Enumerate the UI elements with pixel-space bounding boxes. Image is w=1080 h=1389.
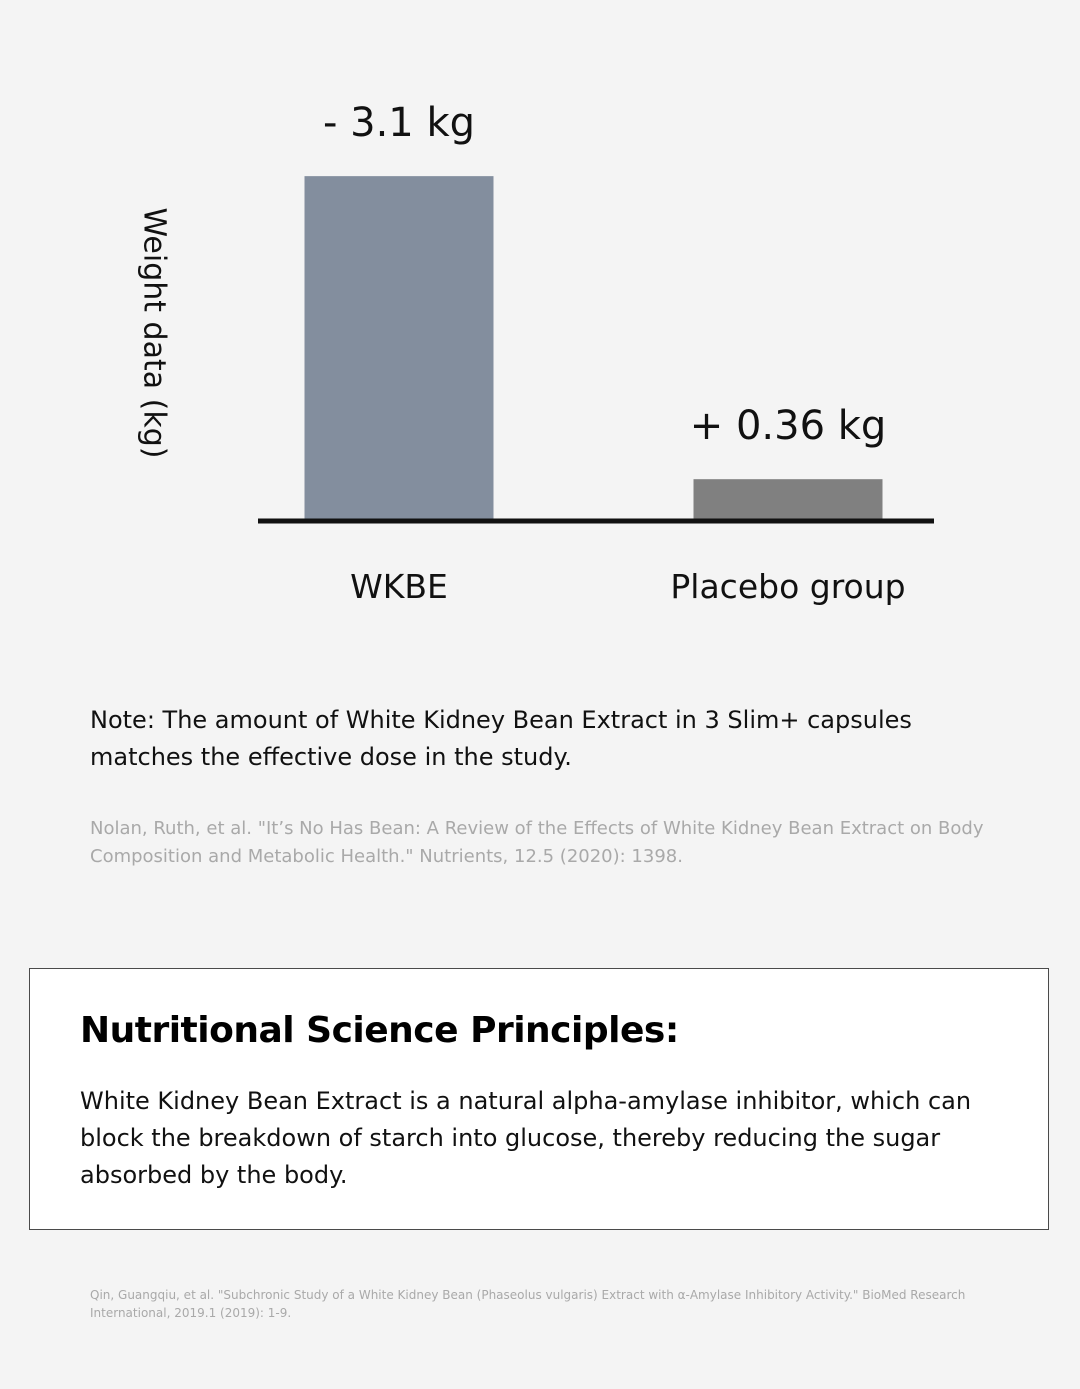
bars-layer [305, 176, 883, 519]
citation-nolan: Nolan, Ruth, et al. "It’s No Has Bean: A Review of the Effects of White Kidney Bean Extract on Body Composition and Metabolic Health." Nutrients, 12.5 (2020): 1398. [90, 818, 984, 867]
study-note: Note: The amount of White Kidney Bean Extract in 3 Slim+ capsules matches the effective dose in the study. [90, 706, 912, 771]
nutritional-principles-box [29, 968, 1049, 1230]
citation-qin: Qin, Guangqiu, et al. "Subchronic Study of a White Kidney Bean (Phaseolus vulgaris) Extract with α-Amylase Inhibitory Activity." BioMed Research International, 2019.1 (2019): 1-9. [90, 1288, 966, 1320]
weight-change-bar-chart [0, 0, 1080, 660]
y-axis-label: Weight data (kg) [136, 207, 172, 459]
bar-value-label: - 3.1 kg [322, 100, 476, 147]
category-label: Placebo group [670, 567, 906, 606]
principles-title: Nutritional Science Principles: [80, 1010, 679, 1051]
bar-value-label: + 0.36 kg [689, 403, 887, 450]
principles-body: White Kidney Bean Extract is a natural alpha-amylase inhibitor, which can block the breakdown of starch into glucose, thereby reducing the sugar absorbed by the body. [80, 1087, 972, 1189]
category-label: WKBE [350, 567, 448, 606]
bar-wkbe [305, 176, 494, 519]
bar-placebo-group [694, 479, 883, 519]
